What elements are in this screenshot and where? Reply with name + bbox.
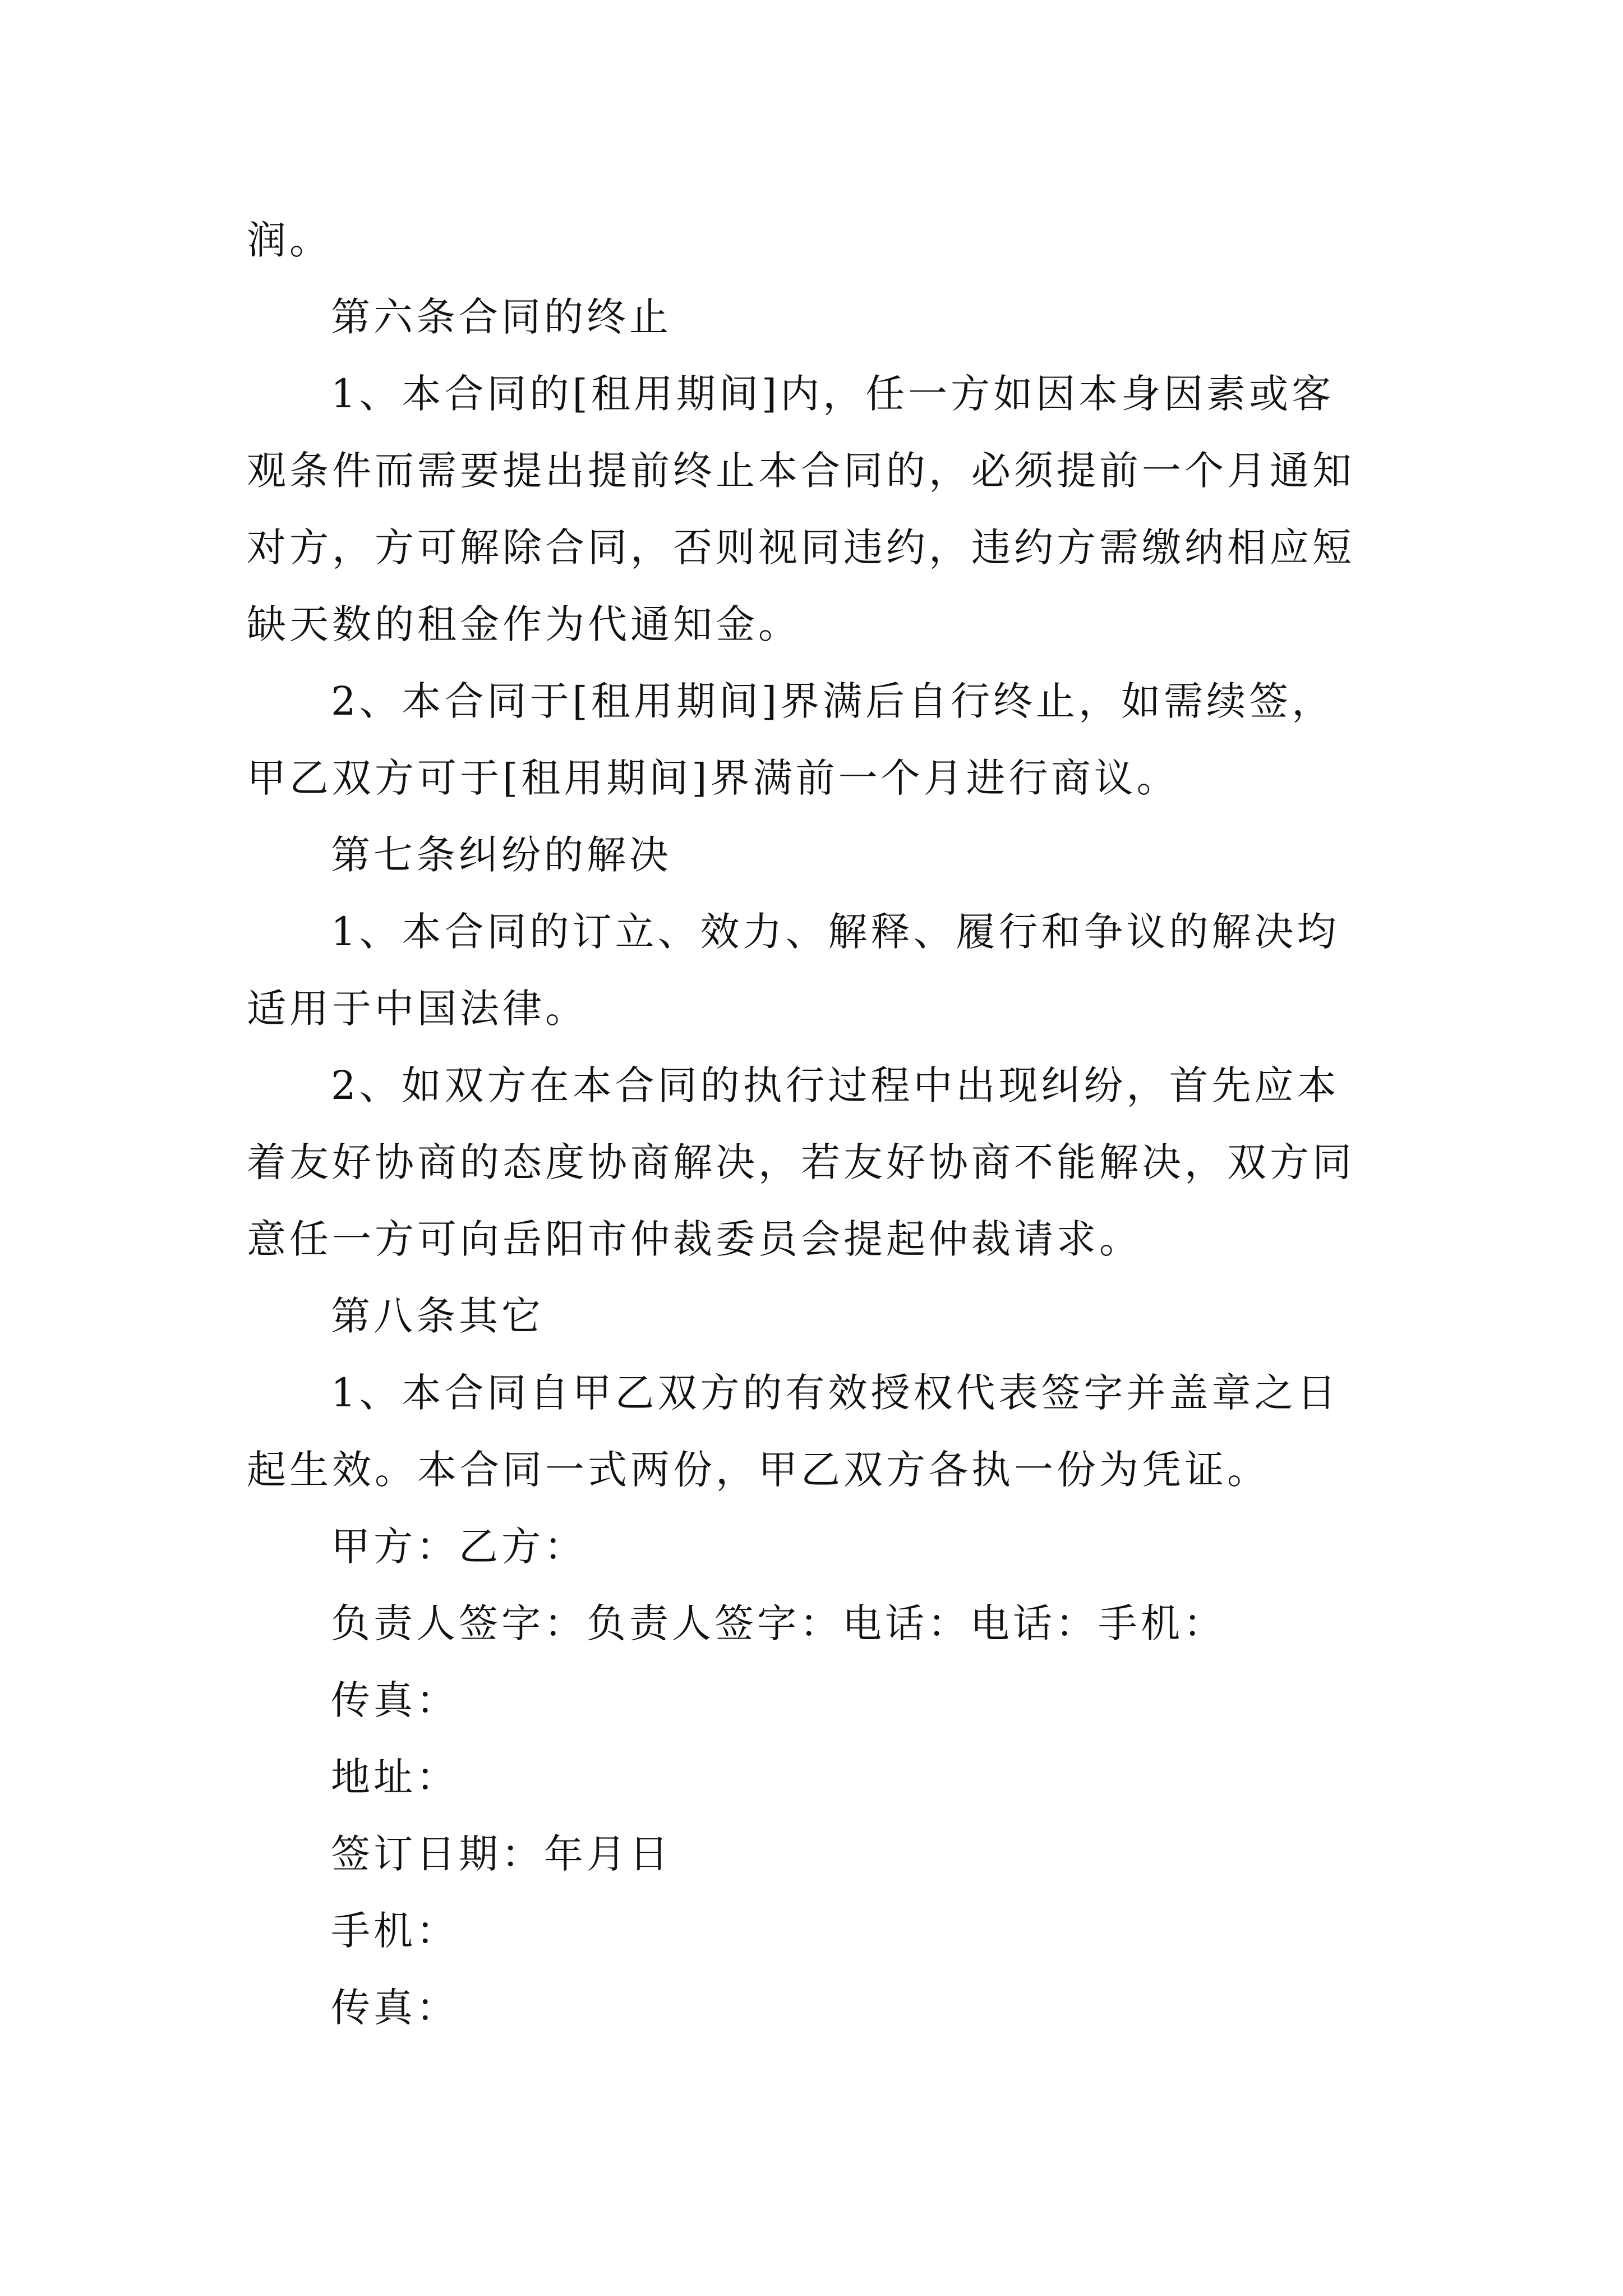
paragraph-article6-heading — [247, 279, 1391, 356]
text-line: 适用于中国法律。 — [247, 986, 588, 1032]
text-line: 2、本合同于[租用期间]界满后自行终止，如需续签， — [331, 678, 1335, 724]
text-line: 传真： — [331, 1677, 459, 1723]
text-line: 润。 — [247, 217, 332, 263]
text-line: 第八条其它 — [331, 1293, 544, 1339]
text-line: 1、本合同自甲乙双方的有效授权代表签字并盖章之日 — [331, 1370, 1340, 1416]
paragraph-article8-heading — [247, 1278, 1391, 1355]
text-line: 签订日期：年月日 — [331, 1831, 672, 1877]
text-line: 手机： — [331, 1908, 459, 1954]
paragraph-address — [247, 1739, 1391, 1816]
paragraph-article7-heading — [247, 817, 1391, 894]
text-line: 对方，方可解除合同，否则视同违约，违约方需缴纳相应短 — [247, 524, 1355, 570]
paragraph-article7-clause1 — [247, 894, 1391, 1047]
paragraph-fax1 — [247, 1662, 1391, 1739]
text-line: 着友好协商的态度协商解决，若友好协商不能解决，双方同 — [247, 1139, 1355, 1185]
text-line: 起生效。本合同一式两份，甲乙双方各执一份为凭证。 — [247, 1447, 1270, 1493]
text-line: 观条件而需要提出提前终止本合同的，必须提前一个月通知 — [247, 448, 1355, 494]
paragraph-article6-clause1 — [247, 356, 1391, 663]
paragraph-article6-clause2 — [247, 663, 1391, 817]
paragraph-signatures — [247, 1585, 1391, 1662]
paragraph-article7-clause2 — [247, 1047, 1391, 1278]
text-line: 2、如双方在本合同的执行过程中出现纠纷，首先应本 — [331, 1062, 1340, 1108]
document-body — [247, 202, 1391, 2046]
text-line: 第七条纠纷的解决 — [331, 832, 672, 878]
text-line: 缺天数的租金作为代通知金。 — [247, 601, 801, 647]
text-line: 甲方：乙方： — [331, 1524, 587, 1570]
text-line: 1、本合同的[租用期间]内，任一方如因本身因素或客 — [331, 371, 1335, 417]
paragraph-continuation — [247, 202, 1391, 279]
text-line: 地址： — [331, 1754, 459, 1800]
text-line: 1、本合同的订立、效力、解释、履行和争议的解决均 — [331, 909, 1340, 955]
paragraph-fax2 — [247, 1970, 1391, 2046]
paragraph-mobile — [247, 1893, 1391, 1970]
text-line: 第六条合同的终止 — [331, 294, 672, 340]
paragraph-sign-date — [247, 1816, 1391, 1893]
text-line: 意任一方可向岳阳市仲裁委员会提起仲裁请求。 — [247, 1216, 1142, 1262]
text-line: 负责人签字：负责人签字：电话：电话：手机： — [331, 1600, 1226, 1646]
text-line: 传真： — [331, 1985, 459, 2031]
text-line: 甲乙双方可于[租用期间]界满前一个月进行商议。 — [247, 755, 1179, 801]
paragraph-parties — [247, 1508, 1391, 1585]
paragraph-article8-clause1 — [247, 1355, 1391, 1508]
